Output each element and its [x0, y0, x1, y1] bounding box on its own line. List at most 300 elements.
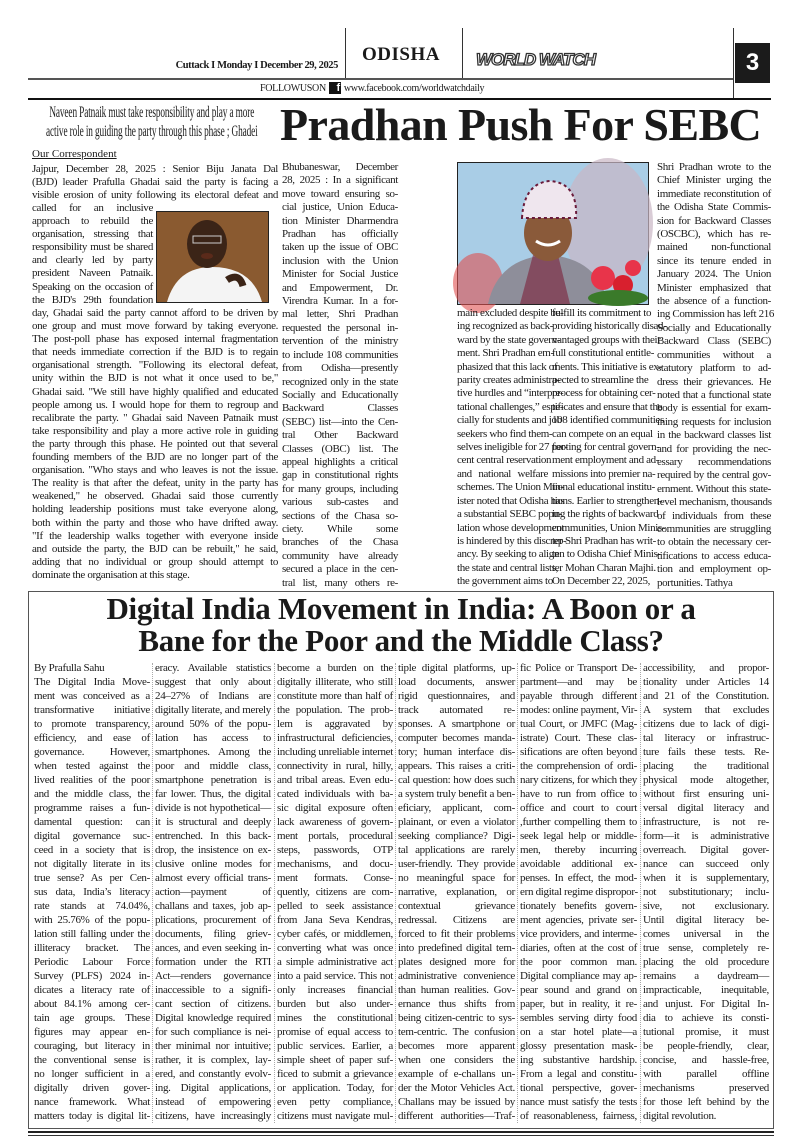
- text-line: On December 22, 2025,: [552, 575, 651, 588]
- text-line: footing for central govern-: [552, 441, 660, 454]
- svg-text:WORLD WATCH: WORLD WATCH: [476, 50, 595, 69]
- text-line: steps, passwords, OTP: [277, 844, 393, 856]
- text-line: sion for Backward Classes: [657, 214, 771, 227]
- column-separator: [517, 663, 518, 1123]
- text-line: the population. The prob-: [277, 704, 393, 716]
- text-line: Backward Class (SEBC): [657, 335, 771, 348]
- text-line: example of e-challans un-: [398, 1068, 515, 1080]
- text-line: true sense? As per Cen-: [34, 872, 150, 884]
- sebc-column-4: [657, 161, 775, 590]
- text-line: when it is supplementary,: [643, 872, 769, 884]
- text-line: when one considers the: [398, 1054, 515, 1066]
- text-line: appeal highlights a critical: [282, 455, 398, 468]
- text-line: nary citizens, for which they: [520, 774, 637, 786]
- text-line: tem-centric. The confusion: [398, 1026, 515, 1038]
- text-line: Jajpur, December 28, 2025 : Senior Biju Janata Dal: [32, 163, 278, 175]
- text-line: vantaged groups with their: [552, 333, 661, 346]
- text-line: schemes. The Union Min-: [457, 481, 564, 494]
- text-line: couraging, but literacy in: [34, 1040, 150, 1052]
- text-line: ment formats. Conse-: [277, 872, 393, 884]
- text-line: including unreliable internet: [277, 746, 393, 758]
- text-line: Chief Minister urging the: [657, 174, 771, 187]
- text-line: ment was conceived as a: [34, 690, 150, 702]
- text-line: 24–27% of Indians are: [155, 690, 271, 702]
- text-line: ward by the state govern-: [457, 333, 561, 346]
- text-line: ment employment and ad-: [552, 454, 660, 467]
- text-line: tionately benefits govern-: [520, 900, 637, 912]
- digital-column-5: [520, 661, 637, 1123]
- headline-line: Digital India Movement in India: A Boon or a: [106, 591, 696, 626]
- text-line: communities without a: [657, 348, 771, 361]
- text-line: seeking compliance? Digi-: [398, 830, 515, 842]
- text-line: around 50% of the popu-: [155, 718, 271, 730]
- text-line: damental question: can: [34, 816, 150, 828]
- text-line: one group and must move forward by taking everyone.: [32, 320, 278, 333]
- text-line: dia to achieve its consti-: [643, 1012, 769, 1024]
- text-line: cent central reservation: [457, 454, 552, 467]
- text-line: it is structural and deeply: [155, 816, 271, 828]
- text-line: of individuals from these: [657, 509, 771, 522]
- text-line: far lower. Thus, the digital: [155, 788, 271, 800]
- text-line: Socially and Educationally: [282, 388, 398, 401]
- text-line: ing. Digital applications,: [155, 1082, 271, 1094]
- text-line: ing recognized as back-: [457, 320, 554, 333]
- text-line: cially for students and job: [457, 414, 562, 427]
- text-line: sus data, India’s literacy: [34, 886, 150, 898]
- text-line: tive hurdles and “interpre-: [457, 387, 564, 400]
- text-line: ered, and constantly evolv-: [155, 1068, 271, 1080]
- text-line: form—it is administrative: [643, 830, 769, 842]
- text-line: drop, the insistence on ex-: [155, 844, 271, 856]
- digital-column-3: [277, 661, 393, 1123]
- text-line: true sense, completely re-: [643, 942, 769, 954]
- text-line: quently, citizens are com-: [277, 886, 393, 898]
- text-line: citizens due to lack of digi-: [643, 718, 769, 730]
- text-line: nance framework. What: [34, 1096, 150, 1108]
- text-line: dominate the organisation at this stage.: [32, 568, 190, 581]
- text-line: (OSCBC), which has re-: [657, 228, 771, 241]
- text-line: Survey (PLFS) 2024 in-: [34, 970, 150, 982]
- text-line: Digital compliance may ap-: [520, 970, 637, 982]
- text-line: the comprehension of ordi-: [520, 760, 637, 772]
- text-line: physical mode altogether,: [643, 774, 769, 786]
- text-line: connectivity in rural, hilly,: [277, 760, 393, 772]
- text-line: about 84.1% among cer-: [34, 998, 150, 1010]
- text-line: a system truly benefit a ben-: [398, 788, 515, 800]
- text-line: From a legal and constitu-: [520, 1068, 637, 1080]
- text-line: constitute more than half of: [277, 690, 393, 702]
- text-line: mechanisms preserved: [643, 1082, 769, 1094]
- text-line: The Digital India Move-: [34, 676, 150, 688]
- text-line: versal digital literacy and: [643, 802, 769, 814]
- digital-column-4: [398, 661, 515, 1123]
- text-line: is hindered by this discrep-: [457, 534, 567, 547]
- text-line: when tested against the: [34, 760, 150, 772]
- rule: [28, 1131, 774, 1133]
- facebook-link[interactable]: www.facebook.com/worldwatchdaily: [343, 82, 485, 94]
- pradhan-photo: [457, 162, 649, 305]
- text-line: pear sound and grand on: [520, 984, 637, 996]
- text-line: track automated re-: [398, 704, 515, 716]
- text-line: and 21 of the Constitution.: [643, 690, 769, 702]
- text-line: programme raises a fun-: [34, 802, 150, 814]
- text-line: mal letter, Shri Pradhan: [282, 308, 398, 321]
- text-line: digitally literate, and merely: [155, 704, 271, 716]
- text-line: communities are struggling: [657, 522, 771, 535]
- text-line: mechanisms, and docu-: [277, 858, 393, 870]
- left-article-body-top: [32, 163, 278, 202]
- text-line: (BJD) leader Prafulla Ghadai said the party is facing a: [32, 176, 278, 189]
- text-line: citizens must navigate mul-: [277, 1110, 393, 1122]
- text-line: figures may appear en-: [34, 1026, 150, 1038]
- text-line: Bhubaneswar, December: [282, 161, 398, 173]
- text-line: becomes more apparent: [398, 1040, 515, 1052]
- text-line: people among us. I would hope for them to regroup and: [32, 398, 278, 411]
- text-line: efficiency, and ease of: [34, 732, 150, 744]
- text-line: be people-friendly, clear,: [643, 1040, 769, 1052]
- text-line: instead of empowering: [155, 1096, 271, 1108]
- text-line: that needs immediate correction if the BJD is to regain: [32, 346, 278, 359]
- text-line: Until digital literacy be-: [643, 914, 769, 926]
- text-line: tiple digital platforms, up-: [398, 662, 515, 674]
- text-line: nance can succeed only: [643, 858, 769, 870]
- text-line: diaries, often at the cost of: [520, 942, 637, 954]
- text-line: 28, 2025 : In a significant: [282, 174, 398, 187]
- text-line: Shri Pradhan wrote to the: [657, 161, 771, 173]
- text-line: user-friendly. They provide: [398, 858, 515, 870]
- text-line: phasized that this lack of: [457, 360, 558, 373]
- text-line: Backward Classes: [282, 402, 398, 415]
- text-line: comes universal in the: [643, 928, 769, 940]
- facebook-icon: f: [329, 82, 341, 94]
- text-line: ,further compelling them to: [520, 816, 637, 828]
- text-line: tional educational institu-: [552, 481, 655, 494]
- digital-column-1: [34, 661, 150, 1123]
- text-line: ances, and even seeking in-: [155, 942, 271, 954]
- text-line: penses. In effect, the mod-: [520, 872, 637, 884]
- text-line: digitally driven gover-: [34, 1082, 150, 1094]
- text-line: ing substantive hardship.: [520, 1054, 637, 1066]
- text-line: the conventional sense is: [34, 1054, 150, 1066]
- text-line: day, Ghadai said the party cannot afford to be driven by: [32, 307, 278, 319]
- text-line: "If the leadership walks together with everyone inside: [32, 529, 278, 542]
- text-line: infrastructure, is not re-: [643, 816, 769, 828]
- text-line: the Odisha State Commis-: [657, 201, 771, 214]
- text-line: rigid questionnaires, and: [398, 690, 515, 702]
- text-line: unity within the BJD is not what it once used to be,": [32, 372, 278, 385]
- text-line: fic Police or Transport De-: [520, 662, 637, 674]
- text-line: main excluded despite be-: [457, 307, 564, 319]
- text-line: Speaking on the occasion of: [32, 280, 153, 293]
- text-line: organisation, stressing that: [32, 228, 153, 241]
- text-line: nance must satisfy the tests: [520, 1096, 637, 1108]
- text-line: placing the old procedure: [643, 956, 769, 968]
- text-line: almost every official trans-: [155, 872, 271, 884]
- text-line: der the Motor Vehicles Act.: [398, 1082, 515, 1094]
- text-line: have to run from office to: [520, 788, 637, 800]
- text-line: poor and middle class,: [155, 760, 271, 772]
- text-line: redressal. Citizens are: [398, 914, 515, 926]
- text-line: digital revolution.: [643, 1110, 717, 1122]
- text-line: ment agencies, private ser-: [520, 914, 637, 926]
- text-line: different authorities—Traf-: [398, 1110, 515, 1122]
- text-line: sifications are often beyond: [520, 746, 637, 758]
- text-line: contextual grievance: [398, 900, 515, 912]
- text-line: ernment. Without this state-: [657, 482, 771, 495]
- text-line: ciety. While some: [282, 522, 398, 535]
- divider: [733, 28, 734, 99]
- text-line: and for providing the nec-: [657, 442, 771, 455]
- text-line: placing the traditional: [643, 760, 769, 772]
- text-line: forced to fit their problems: [398, 928, 515, 940]
- text-line: the poor common man.: [520, 956, 637, 968]
- text-line: converting what was once: [277, 942, 393, 954]
- text-line: the party through this phase. He pointed out that several: [32, 437, 278, 450]
- text-line: sic digital exposure often: [277, 802, 393, 814]
- text-line: infrastructural deficiencies,: [277, 732, 393, 744]
- text-line: selves ineligible for 27 per-: [457, 441, 568, 454]
- left-article-body-bottom: [32, 307, 278, 582]
- text-line: sembles serving dirty food: [520, 1012, 637, 1024]
- text-line: and unjust. For Digital In-: [643, 998, 769, 1010]
- headline-line: Bane for the Poor and the Middle Class?: [138, 623, 664, 658]
- digital-column-2: [155, 661, 271, 1123]
- text-line: sive, not exclusionary.: [643, 900, 769, 912]
- text-line: and Empowerment, Dr.: [282, 281, 398, 294]
- text-line: cyber cafés, or middlemen,: [277, 928, 393, 940]
- text-line: overreach. Digital gover-: [643, 844, 769, 856]
- text-line: divide is not hypothetical—: [155, 802, 271, 814]
- text-line: with parallel offline: [643, 1068, 769, 1080]
- text-line: smartphone penetration is: [155, 774, 271, 786]
- text-line: tional perspective, gover-: [520, 1082, 637, 1094]
- text-line: holding leadership positions must take everyone along,: [32, 503, 278, 516]
- text-line: digital governance suc-: [34, 830, 150, 842]
- text-line: tervention of the ministry: [282, 335, 398, 348]
- text-line: dicates a literacy rate of: [34, 984, 150, 996]
- text-line: essary recommendations: [657, 455, 771, 468]
- text-line: burden but also under-: [277, 998, 393, 1010]
- text-line: required by the central gov-: [657, 469, 771, 482]
- text-line: noted that a functional state: [657, 388, 771, 401]
- rule: [28, 1135, 774, 1136]
- divider: [462, 28, 463, 78]
- text-line: for many groups, including: [282, 482, 398, 495]
- left-article-body-wrap: [32, 202, 153, 307]
- column-separator: [152, 663, 153, 1123]
- text-line: being citizen-centric to sys-: [398, 1012, 515, 1024]
- sebc-column-3: [552, 307, 667, 589]
- text-line: avoidable additional ex-: [520, 858, 637, 870]
- text-line: Minister emphasized that: [657, 281, 771, 294]
- text-line: eficiary, applicant, com-: [398, 802, 515, 814]
- column-separator: [640, 663, 641, 1123]
- text-line: January 2024. The Union: [657, 268, 771, 281]
- text-line: paper, but in reality, it re-: [520, 998, 637, 1010]
- text-line: payable through different: [520, 690, 637, 702]
- text-line: tral Other Backward: [282, 429, 398, 442]
- text-line: istrate) Court. These clas-: [520, 732, 637, 744]
- text-line: even petty compliance,: [277, 1096, 393, 1108]
- text-line: recalibrate the party. " Ghadai said Naveen Patnaik must: [32, 411, 278, 424]
- text-line: on a star hotel plate—a: [520, 1026, 637, 1038]
- text-line: take responsibility and play a more active role in guiding: [32, 424, 278, 437]
- text-line: no longer sufficient in a: [34, 1068, 150, 1080]
- text-line: in the backward classes list: [657, 429, 771, 442]
- text-line: can compete on an equal: [552, 427, 653, 440]
- text-line: ining requests for inclusion: [657, 415, 771, 428]
- text-line: lation has access to: [155, 732, 271, 744]
- text-line: tational challenges,” espe-: [457, 400, 564, 413]
- text-line: lived realities of the poor: [34, 774, 150, 786]
- text-line: documents, filing griev-: [155, 928, 271, 940]
- text-line: organisation. "Who stays and who leaves is not the issue.: [32, 464, 278, 477]
- text-line: impracticable, inequitable,: [643, 984, 769, 996]
- divider: [345, 28, 346, 78]
- text-line: tion Minister Dharmendra: [282, 214, 398, 227]
- text-line: founding members of the BJD are no longer part of the: [32, 451, 278, 464]
- text-line: smartphones. Among the: [155, 746, 271, 758]
- world-watch-logo: [474, 38, 595, 76]
- text-line: approach to rebuild the: [32, 215, 153, 228]
- headline-line: Naveen Patnaik must take responsibility and play a more: [49, 104, 255, 121]
- text-line: dress their grievances. He: [657, 375, 771, 388]
- text-line: no meaningful space for: [398, 872, 515, 884]
- text-line: ture fails these tests. Re-: [643, 746, 769, 758]
- text-line: pected to streamline the: [552, 374, 649, 387]
- byline: By Prafulla Sahu: [34, 662, 105, 674]
- text-line: tionality under Articles 14: [643, 676, 769, 688]
- text-line: ceed in a society that is: [34, 844, 150, 856]
- text-line: since its tenure ended in: [657, 254, 771, 267]
- text-line: action—payment of: [155, 886, 271, 898]
- text-line: simple sheet of paper suf-: [277, 1054, 393, 1066]
- text-line: partment—and may be: [520, 676, 637, 688]
- section-title: ODISHA: [362, 44, 440, 65]
- text-line: and national welfare: [457, 467, 548, 480]
- text-line: cial justice, Union Educa-: [282, 201, 398, 214]
- text-line: fulfill its commitment to: [552, 307, 652, 319]
- text-line: tion and employment op-: [657, 563, 771, 576]
- text-line: responsibility must be shared: [32, 241, 153, 254]
- text-line: a simple administrative act: [277, 956, 393, 968]
- text-line: illiteracy bracket. The: [34, 942, 150, 954]
- text-line: lem is aggravated by: [277, 718, 393, 730]
- text-line: ancy. By seeking to align: [457, 548, 560, 561]
- follow-label: FOLLOWUSON: [260, 82, 326, 94]
- left-article-headline: [30, 103, 274, 141]
- text-line: rate stands at 74.04%,: [34, 900, 150, 912]
- text-line: ter Mohan Charan Majhi.: [552, 561, 656, 574]
- text-line: administrative convenience: [398, 970, 515, 982]
- text-line: missions into premier na-: [552, 467, 656, 480]
- text-line: glossy presentation mask-: [520, 1040, 637, 1052]
- text-line: ment portals, procedural: [277, 830, 393, 842]
- text-line: secured a place in the cen-: [282, 563, 398, 576]
- text-line: ing the rights of backward: [552, 508, 659, 521]
- text-line: and clearly led by party: [32, 254, 153, 267]
- text-line: rather, it is complex, lay-: [155, 1054, 271, 1066]
- text-line: mained non-functional: [657, 241, 771, 254]
- text-line: Minister for Social Justice: [282, 268, 398, 281]
- text-line: tal literacy or infrastruc-: [643, 732, 769, 744]
- text-line: tral list, many others re-: [282, 576, 398, 589]
- sebc-headline: Pradhan Push For SEBC: [280, 99, 762, 150]
- text-line: tory; human interface dis-: [398, 746, 515, 758]
- text-line: A system that excludes: [643, 704, 769, 716]
- text-line: Act—renders governance: [155, 970, 271, 982]
- text-line: ernance thus shifts from: [398, 998, 515, 1010]
- text-line: lation whose development: [457, 521, 565, 534]
- text-line: challans and taxes, job ap-: [155, 900, 271, 912]
- text-line: and the middle class, the: [34, 788, 150, 800]
- text-line: the BJD's 29th foundation: [32, 293, 153, 306]
- text-line: cal question: how does such: [398, 774, 515, 786]
- text-line: Ghadai said. "We still have highly qualified and educated: [32, 385, 278, 398]
- text-line: ments. This initiative is ex-: [552, 360, 662, 373]
- text-line: plates designed more for: [398, 956, 515, 968]
- text-line: both within the party and those who have drifted away.: [32, 516, 278, 529]
- text-line: tutional promise, it must: [643, 1026, 769, 1038]
- rule: [28, 78, 733, 80]
- text-line: mines the constitutional: [277, 1012, 393, 1024]
- text-line: the absence of a function-: [657, 295, 771, 308]
- text-line: level mechanism, thousands: [657, 496, 772, 509]
- text-line: matters today is digital lit-: [34, 1110, 150, 1122]
- text-line: citizens, have increasingly: [155, 1110, 271, 1122]
- text-line: Classes (OBC) list. The: [282, 442, 398, 455]
- text-line: not substitutionary; inclu-: [643, 886, 769, 898]
- text-line: transformative initiative: [34, 704, 150, 716]
- text-line: Challans may be issued by: [398, 1096, 515, 1108]
- text-line: suggest that only about: [155, 676, 271, 688]
- text-line: tions. Earlier to strengthen-: [552, 494, 663, 507]
- text-line: branches of the Chasa: [282, 536, 398, 549]
- text-line: Pradhan has officially: [282, 228, 398, 241]
- text-line: pelled to seek assistance: [277, 900, 393, 912]
- text-line: parity creates administra-: [457, 374, 560, 387]
- text-line: load documents, answer: [398, 676, 515, 688]
- text-line: weakened," he observed. Ghadai said those currently: [32, 490, 278, 503]
- text-line: tificates and ensure that the: [552, 400, 663, 413]
- text-line: ing Commission has left 216: [657, 308, 775, 321]
- text-line: sponses. A smartphone or: [398, 718, 515, 730]
- text-line: portunities. Tathya: [657, 576, 733, 589]
- text-line: appears. This raises a criti-: [398, 760, 515, 772]
- text-line: from Odisha—presently: [282, 362, 398, 375]
- text-line: the government aims to: [457, 575, 553, 588]
- text-line: tal applications are rarely: [398, 844, 515, 856]
- text-line: formation under the RTI: [155, 956, 271, 968]
- text-line: called for an inclusive: [32, 202, 153, 214]
- column-separator: [274, 663, 275, 1123]
- text-line: ten to Odisha Chief Minis-: [552, 548, 661, 561]
- text-line: The post-poll phase has exposed internal fragmentation: [32, 333, 278, 346]
- text-line: public services. Earlier, a: [277, 1040, 393, 1052]
- text-line: plainant, or even a violator: [398, 816, 515, 828]
- text-line: organisational strength. "Following its electoral defeat,: [32, 359, 278, 372]
- text-line: vice providers, and interme-: [520, 928, 637, 940]
- text-line: tifications to access educa-: [657, 549, 771, 562]
- text-line: taken up the issue of OBC: [282, 241, 398, 254]
- text-line: into predefined digital tem-: [398, 942, 515, 954]
- text-line: recognized only in the state: [282, 375, 398, 388]
- text-line: 108 identified communities: [552, 414, 664, 427]
- text-line: ment. Shri Pradhan em-: [457, 347, 554, 360]
- text-line: to include 108 communities: [282, 348, 398, 361]
- text-line: become a burden on the: [277, 662, 393, 674]
- text-line: adding that no individual or group should attempt to: [32, 555, 278, 568]
